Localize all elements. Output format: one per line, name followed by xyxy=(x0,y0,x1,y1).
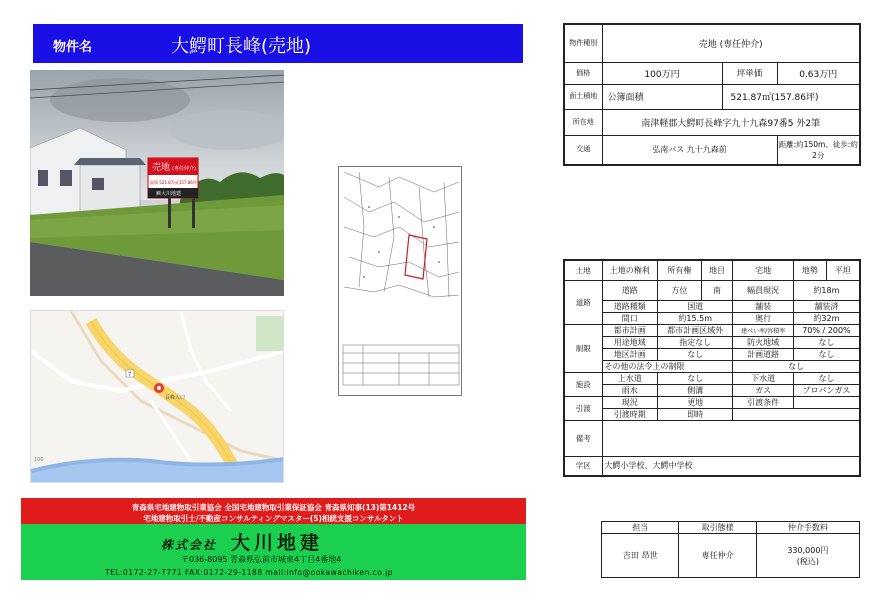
land-head: 土地 xyxy=(564,260,602,280)
agent-head: 担当 xyxy=(602,522,679,534)
price-head: 価格 xyxy=(564,62,602,84)
handover-row-e xyxy=(793,396,860,408)
facility-row-b: なし xyxy=(658,372,733,384)
road-row-e: 約18m xyxy=(793,280,860,300)
area-value: 521.87㎡(157.86坪) xyxy=(722,84,860,109)
property-title: 大鰐町長峰(売地) xyxy=(171,36,312,57)
transaction-mode: 専任仲介 xyxy=(679,534,756,578)
sign-sub-text: (専任仲介) xyxy=(172,166,196,172)
other-law-value: なし xyxy=(733,360,860,372)
transport-distance: 距離:約150m、徒歩:約2分 xyxy=(777,135,860,165)
restrict-row-e: なし xyxy=(793,336,860,348)
road-row-e: 舗装済 xyxy=(793,300,860,312)
road-head: 道路 xyxy=(564,280,602,324)
road-row-d: 幅員現況 xyxy=(733,280,794,300)
unit-price-value: 0.63万円 xyxy=(777,62,860,84)
facility-row-a: 雨水 xyxy=(602,384,658,396)
restrict-head: 制限 xyxy=(564,324,602,372)
type-head: 物件種別 xyxy=(564,24,602,62)
fee-cell xyxy=(756,534,859,578)
fee-note: (税込) xyxy=(796,556,820,566)
mode-head: 取引態様 xyxy=(679,522,756,534)
transport-line: 弘南バス 九十九森前 xyxy=(602,135,777,165)
road-row-d: 舗装 xyxy=(733,300,794,312)
sign-company-text: ㈱大川地建 xyxy=(156,191,182,197)
remarks-value xyxy=(602,420,860,456)
road-row-d: 奥行 xyxy=(733,312,794,324)
license-line-1: 青森県宅地建物取引業協会 全国宅地建物取引業保証協会 青森県知事(13)第1412号 xyxy=(131,503,416,512)
restrict-row-b: なし xyxy=(658,348,733,360)
summary-table xyxy=(563,23,861,166)
company-name xyxy=(161,528,323,555)
terrain-head: 地勢 xyxy=(793,260,826,280)
restrict-row-b: 都市計画区域外 xyxy=(658,324,733,336)
sign-main-text: 売地 xyxy=(152,163,171,173)
restrict-row-e: 70% / 200% xyxy=(793,324,860,336)
map-scale: 100 xyxy=(34,457,44,463)
road-row-b: 約15.5m xyxy=(658,312,733,324)
company-name-text: 大川地建 xyxy=(231,532,324,554)
agent-name: 吉田 昂世 xyxy=(602,534,679,578)
license-strip xyxy=(21,498,526,524)
road-row-a: 道路種類 xyxy=(602,300,658,312)
road-row-b: 方位 xyxy=(658,280,702,300)
remarks-head: 備考 xyxy=(564,420,602,456)
company-block xyxy=(21,524,526,580)
road-row-b: 国道 xyxy=(658,300,733,312)
land-category-head: 地目 xyxy=(701,260,733,280)
location-value: 南津軽郡大鰐町長峰字九十九森97番5 外2筆 xyxy=(602,109,860,135)
restrict-row-a: 都市計画 xyxy=(602,324,658,336)
sign-area-text: 面積 521.87㎡(157.86坪) xyxy=(150,180,199,185)
unit-price-head: 坪単価 xyxy=(722,62,777,84)
land-category-value: 宅地 xyxy=(733,260,794,280)
handover-row-a: 引渡時期 xyxy=(602,408,658,420)
facility-row-b: 側溝 xyxy=(658,384,733,396)
agent-table xyxy=(601,521,860,578)
map-marker-label: 長峰入口 xyxy=(165,395,186,401)
area-map xyxy=(30,310,284,483)
facility-row-d: ガス xyxy=(733,384,794,396)
road-row-a: 間口 xyxy=(602,312,658,324)
license-line-2: 宅地建物取引士/不動産コンサルティングマスター(5)相続支援コンサルタント xyxy=(143,514,404,523)
property-name-banner xyxy=(33,24,523,63)
facility-head: 施設 xyxy=(564,372,602,396)
details-table xyxy=(563,259,861,477)
fee-value: 330,000円 xyxy=(787,545,829,555)
road-row-a: 道路 xyxy=(602,280,658,300)
company-address: 〒036-8095 青森県弘前市城東4丁目4番地4 xyxy=(181,555,342,564)
company-prefix: 株式会社 xyxy=(161,538,218,552)
restrict-row-d: 防火地域 xyxy=(733,336,794,348)
terrain-value: 平坦 xyxy=(826,260,860,280)
fee-head: 仲介手数料 xyxy=(756,522,859,534)
transport-head: 交通 xyxy=(564,135,602,165)
handover-row-d: 引渡条件 xyxy=(733,396,794,408)
school-head: 学区 xyxy=(564,456,602,476)
handover-head: 引渡 xyxy=(564,396,602,420)
area-kind: 公簿面積 xyxy=(602,84,722,109)
property-name-label: 物件名 xyxy=(53,40,93,55)
restrict-row-d: 計画道路 xyxy=(733,348,794,360)
restrict-row-b: 指定なし xyxy=(658,336,733,348)
school-value: 大鰐小学校、大鰐中学校 xyxy=(602,456,860,476)
other-law-label: その他の法令上の制限 xyxy=(602,360,733,372)
facility-row-a: 上水道 xyxy=(602,372,658,384)
cadastral-plan xyxy=(338,166,462,396)
restrict-row-a: 地区計画 xyxy=(602,348,658,360)
restrict-row-a: 用途地域 xyxy=(602,336,658,348)
road-row-c: 南 xyxy=(701,280,733,300)
area-head: 面土積地 xyxy=(564,84,602,109)
rights-head: 土地の権利 xyxy=(602,260,658,280)
property-type: 売地 (専任仲介) xyxy=(602,24,860,62)
handover-row-a: 現況 xyxy=(602,396,658,408)
company-contact: TEL:0172-27-7771 FAX:0172-29-1188 mail:info@ookawachiken.co.jp xyxy=(105,568,393,577)
price-value: 100万円 xyxy=(602,62,722,84)
facility-row-d: 下水道 xyxy=(733,372,794,384)
road-row-e: 約32m xyxy=(793,312,860,324)
property-photo xyxy=(30,70,284,296)
handover-row-b: 即時 xyxy=(658,408,733,420)
location-head: 所在地 xyxy=(564,109,602,135)
restrict-row-d: 建ぺい率/容積率 xyxy=(733,324,794,336)
handover-row-d xyxy=(733,408,860,420)
handover-row-b: 更地 xyxy=(658,396,733,408)
route-number: 7 xyxy=(128,372,132,378)
restrict-row-e: なし xyxy=(793,348,860,360)
facility-row-e: プロパンガス xyxy=(793,384,860,396)
rights-value: 所有権 xyxy=(658,260,702,280)
facility-row-e: なし xyxy=(793,372,860,384)
